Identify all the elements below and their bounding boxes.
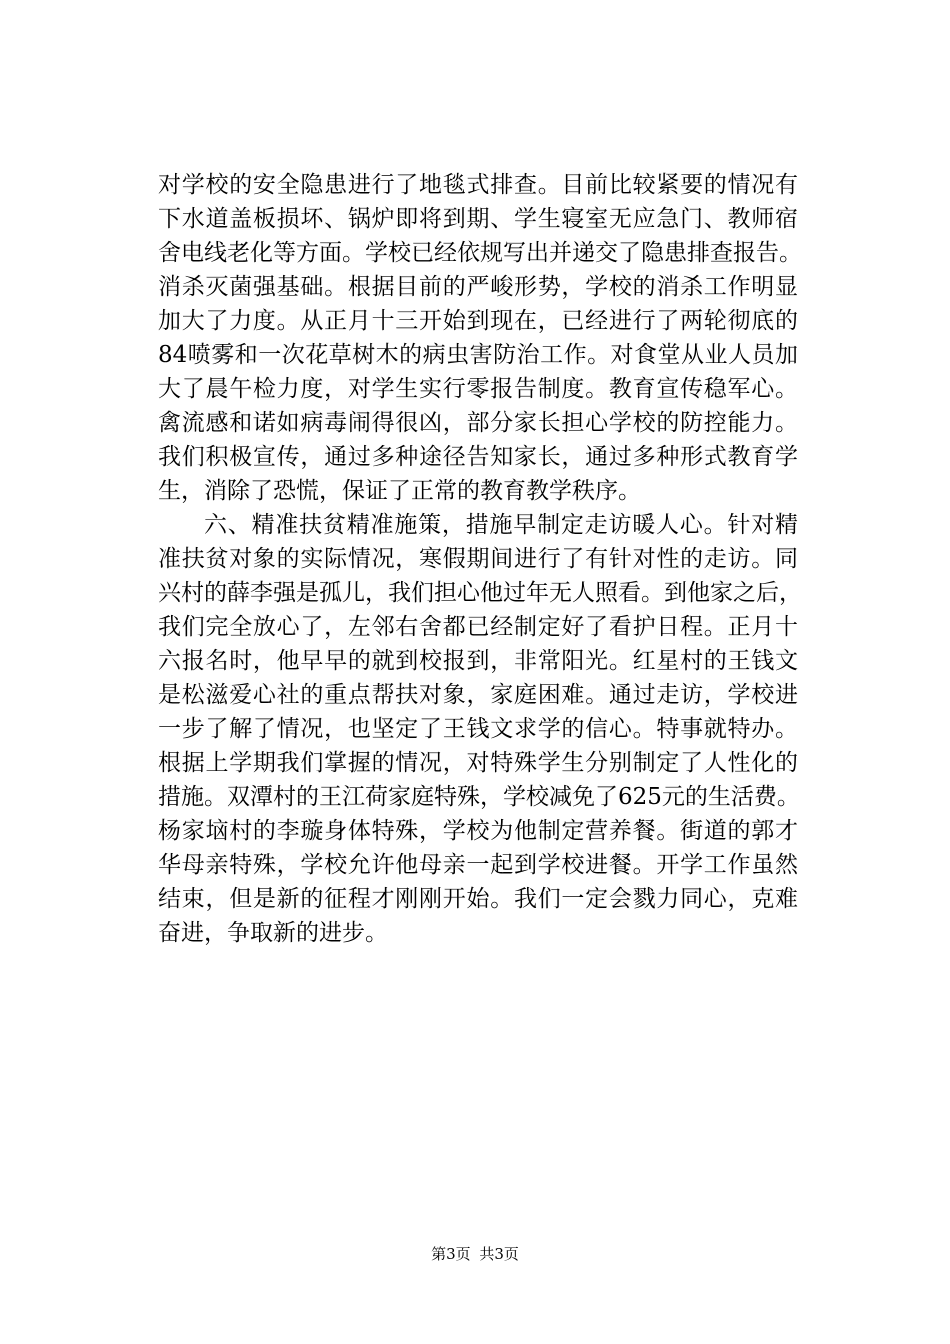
text-line: 生，消除了恐慌，保证了正常的教育教学秩序。 bbox=[158, 478, 641, 504]
text-line: 是松滋爱心社的重点帮扶对象，家庭困难。通过走访，学校进 bbox=[158, 682, 798, 708]
text-line: 兴村的薛李强是孤儿，我们担心他过年无人照看。到他家之后， bbox=[158, 580, 802, 606]
section-heading-line: 六、精准扶贫精准施策，措施早制定走访暖人心。针对精 bbox=[204, 512, 798, 538]
text-line: 大了晨午检力度，对学生实行零报告制度。教育宣传稳军心。 bbox=[158, 376, 798, 402]
page-footer bbox=[0, 1244, 950, 1264]
text-line: 一步了解了情况，也坚定了王钱文求学的信心。特事就特办。 bbox=[158, 716, 798, 742]
text-line: 措施。双潭村的王江荷家庭特殊，学校减免了625元的生活费。 bbox=[158, 784, 800, 810]
body-text bbox=[158, 168, 802, 950]
text-line: 华母亲特殊，学校允许他母亲一起到学校进餐。开学工作虽然 bbox=[158, 852, 798, 878]
text-line: 杨家垴村的李璇身体特殊，学校为他制定营养餐。街道的郭才 bbox=[158, 818, 798, 844]
text-line: 六报名时，他早早的就到校报到，非常阳光。红星村的王钱文 bbox=[158, 648, 798, 674]
text-line: 准扶贫对象的实际情况，寒假期间进行了有针对性的走访。同 bbox=[158, 546, 798, 572]
text-line: 下水道盖板损坏、锅炉即将到期、学生寝室无应急门、教师宿 bbox=[158, 206, 798, 232]
page-total: 共3页 bbox=[479, 1245, 519, 1263]
text-line: 舍电线老化等方面。学校已经依规写出并递交了隐患排查报告。 bbox=[158, 240, 802, 266]
text-line: 结束，但是新的征程才刚刚开始。我们一定会戮力同心，克难 bbox=[158, 886, 798, 912]
text-line: 禽流感和诺如病毒闹得很凶，部分家长担心学校的防控能力。 bbox=[158, 410, 798, 436]
text-line: 消杀灭菌强基础。根据目前的严峻形势，学校的消杀工作明显 bbox=[158, 274, 798, 300]
text-line: 对学校的安全隐患进行了地毯式排查。目前比较紧要的情况有 bbox=[158, 172, 798, 198]
text-line: 84喷雾和一次花草树木的病虫害防治工作。对食堂从业人员加 bbox=[158, 342, 798, 368]
text-line: 根据上学期我们掌握的情况，对特殊学生分别制定了人性化的 bbox=[158, 750, 798, 776]
text-line: 我们完全放心了，左邻右舍都已经制定好了看护日程。正月十 bbox=[158, 614, 798, 640]
page-number: 第3页 bbox=[431, 1245, 471, 1263]
text-line: 加大了力度。从正月十三开始到现在，已经进行了两轮彻底的 bbox=[158, 308, 798, 334]
text-line: 奋进，争取新的进步。 bbox=[158, 920, 388, 946]
text-line: 我们积极宣传，通过多种途径告知家长，通过多种形式教育学 bbox=[158, 444, 798, 470]
